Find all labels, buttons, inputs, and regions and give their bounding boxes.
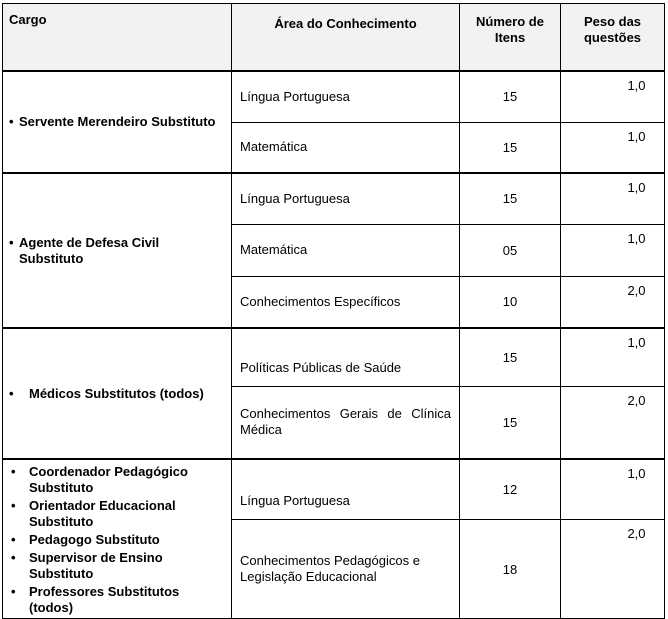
area-cell: Matemática <box>232 224 460 276</box>
itens-cell: 10 <box>460 276 561 328</box>
peso-cell: 2,0 <box>561 276 665 328</box>
peso-cell: 1,0 <box>561 173 665 224</box>
table-row <box>3 71 665 122</box>
itens-cell: 15 <box>460 122 561 173</box>
area-cell: Conhecimentos Gerais de Clínica Médica <box>232 386 460 459</box>
bullet-icon: • <box>11 464 16 479</box>
list-item <box>9 464 225 496</box>
cargo-name: Orientador Educacional Substituto <box>29 498 176 529</box>
itens-cell: 15 <box>460 71 561 122</box>
header-area: Área do Conhecimento <box>232 4 460 72</box>
cargo-name: Pedagogo Substituto <box>29 532 160 547</box>
itens-cell: 12 <box>460 459 561 520</box>
header-peso-line2: questões <box>583 30 642 45</box>
bullet-icon: • <box>11 498 16 513</box>
itens-cell: 18 <box>460 520 561 619</box>
cargo-name: Médicos Substitutos (todos) <box>29 385 204 401</box>
peso-cell: 1,0 <box>561 224 665 276</box>
table-row <box>3 173 665 224</box>
table-row <box>3 459 665 520</box>
peso-cell: 1,0 <box>561 328 665 386</box>
cargo-name: Coordenador Pedagógico Substituto <box>29 464 188 495</box>
itens-cell: 15 <box>460 328 561 386</box>
bullet-icon: • <box>11 550 16 565</box>
cargo-name: Professores Substitutos (todos) <box>29 584 180 615</box>
area-cell: Políticas Públicas de Saúde <box>232 328 460 386</box>
cargo-name-line2: Substituto <box>19 250 84 266</box>
header-row <box>3 4 665 72</box>
cargo-name: Servente Merendeiro Substituto <box>19 114 216 129</box>
cargo-cell <box>3 328 232 459</box>
cargo-name-line1: Agente de Defesa Civil <box>19 234 160 250</box>
bullet-icon: • <box>11 584 16 599</box>
header-peso <box>561 4 665 72</box>
cargo-name <box>19 235 159 267</box>
cargo-list <box>9 464 225 616</box>
bullet-icon: • <box>9 385 14 401</box>
bullet-icon: • <box>11 532 16 547</box>
header-numero-itens <box>460 4 561 72</box>
peso-cell: 1,0 <box>561 459 665 520</box>
header-peso-line1: Peso das <box>583 14 642 29</box>
list-item <box>9 532 225 548</box>
cargo-name: Supervisor de Ensino Substituto <box>29 550 163 581</box>
cargo-cell <box>3 173 232 328</box>
list-item <box>9 498 225 530</box>
table-row <box>3 328 665 386</box>
itens-cell: 15 <box>460 386 561 459</box>
header-cargo: Cargo <box>3 4 232 72</box>
peso-cell: 2,0 <box>561 520 665 619</box>
itens-cell: 15 <box>460 173 561 224</box>
area-cell: Língua Portuguesa <box>232 71 460 122</box>
list-item <box>9 584 225 616</box>
header-numero-line2: Itens <box>494 30 526 45</box>
peso-cell: 1,0 <box>561 122 665 173</box>
cargo-cell <box>3 71 232 173</box>
area-cell: Língua Portuguesa <box>232 459 460 520</box>
bullet-icon: • <box>9 234 14 250</box>
header-numero-line1: Número de <box>476 14 544 29</box>
list-item <box>9 550 225 582</box>
itens-cell: 05 <box>460 224 561 276</box>
peso-cell: 2,0 <box>561 386 665 459</box>
area-cell: Conhecimentos Específicos <box>232 276 460 328</box>
area-cell: Conhecimentos Pedagógicos e Legislação Educacional <box>232 520 460 619</box>
area-cell: Matemática <box>232 122 460 173</box>
area-cell: Língua Portuguesa <box>232 173 460 224</box>
cargo-cell <box>3 459 232 619</box>
peso-cell: 1,0 <box>561 71 665 122</box>
bullet-icon: • <box>9 114 14 129</box>
exam-structure-table <box>2 3 665 619</box>
